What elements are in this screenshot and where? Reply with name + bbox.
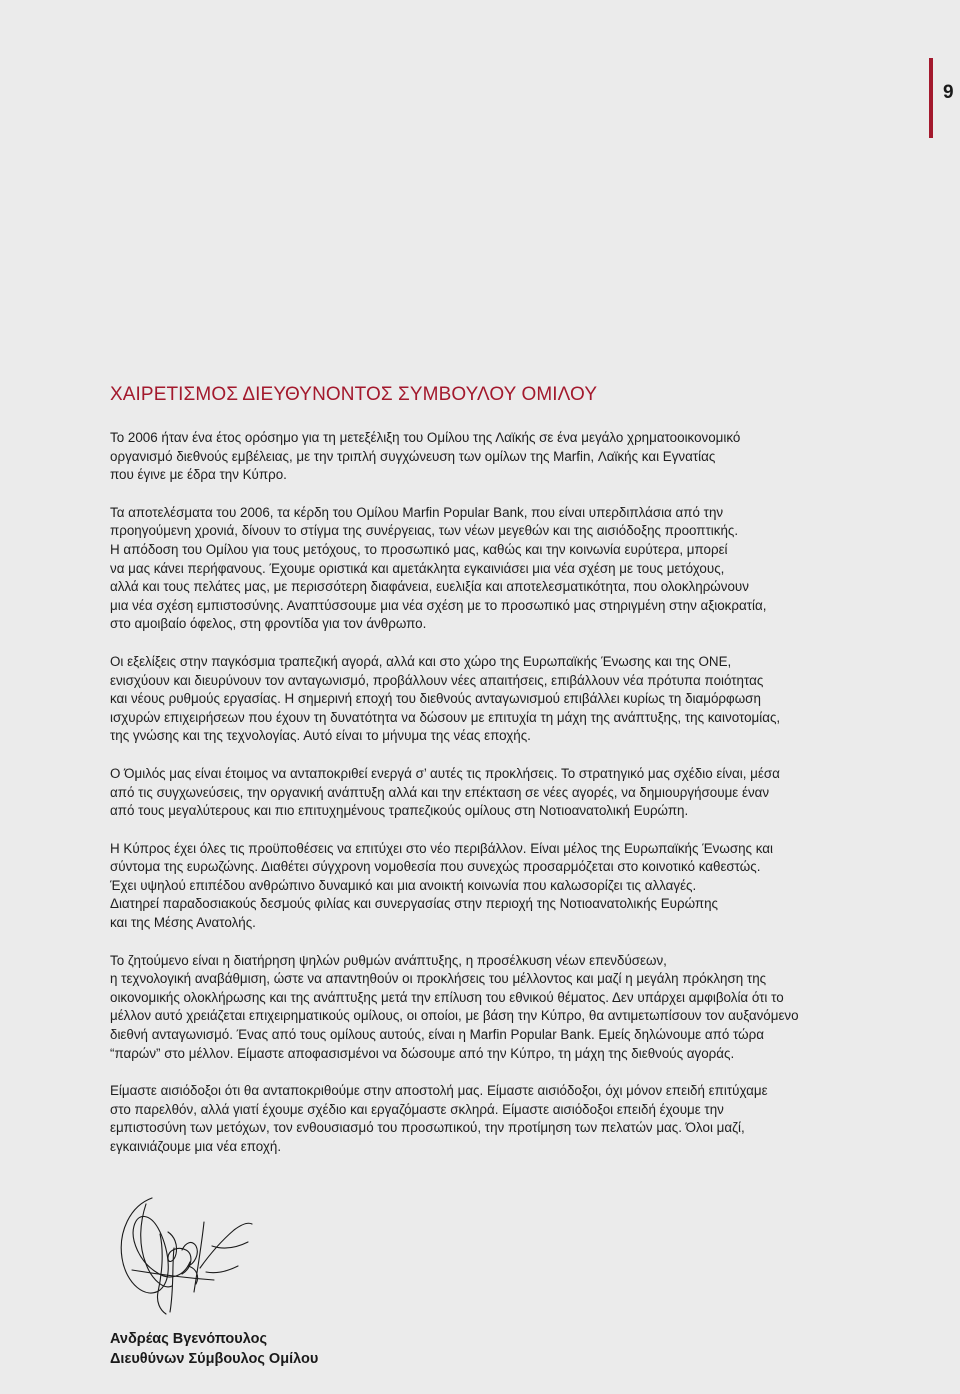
text-line: αλλά και τους πελάτες μας, με περισσότερη διαφάνεια, ευελιξία και αποτελεσματικότητα, που ολοκληρώνουν <box>110 579 749 595</box>
text-line: στο αμοιβαίο όφελος, στη φροντίδα για τον άνθρωπο. <box>110 616 427 632</box>
paragraph <box>110 952 880 1064</box>
text-line: ενισχύουν και διευρύνουν τον ανταγωνισμό, προβάλλουν νέες απαιτήσεις, επιβάλλουν νέα πρότυπα ποιότητας <box>110 672 764 688</box>
text-line: και της Μέσης Ανατολής. <box>110 915 256 931</box>
text-line: να μας κάνει περήφανους. Έχουμε οριστικά και αμετάκλητα εγκαινιάσει μια νέα σχέση με τους μετόχους, <box>110 560 725 576</box>
text-line: Ο Όμιλός μας είναι έτοιμος να ανταποκριθεί ενεργά σ’ αυτές τις προκλήσεις. Το στρατηγικό μας σχέδιο είναι, μέσα <box>110 765 780 781</box>
text-line: η τεχνολογική αναβάθμιση, ώστε να απαντηθούν οι προκλήσεις του μέλλοντος και μαζί η μεγάλη πρόκληση της <box>110 971 767 987</box>
text-line: οργανισμό διεθνούς εμβέλειας, με την τριπλή συγχώνευση των ομίλων της Marfin, Λαϊκής και Εγνατίας <box>110 448 716 464</box>
page-number: 9 <box>943 82 954 103</box>
text-line: Διατηρεί παραδοσιακούς δεσμούς φιλίας και συνεργασίας στην περιοχή της Νοτιοανατολικής Ευρώπης <box>110 896 718 912</box>
signature <box>112 1192 262 1320</box>
text-line: Είμαστε αισιόδοξοι ότι θα ανταποκριθούμε στην αποστολή μας. Είμαστε αισιόδοξοι, όχι μόνον επειδή επιτύχαμε <box>110 1083 768 1099</box>
text-line: Η Κύπρος έχει όλες τις προϋποθέσεις να επιτύχει στο νέο περιβάλλον. Είναι μέλος της Ευρωπαϊκής Ένωσης και <box>110 840 773 856</box>
text-line: προηγούμενη χρονιά, δίνουν το στίγμα της συνέργειας, των νέων μεγεθών και της αισιόδοξης προοπτικής. <box>110 523 739 539</box>
paragraph <box>110 840 880 933</box>
paragraph <box>110 504 880 634</box>
text-line: στο παρελθόν, αλλά γιατί έχουμε σχέδιο και εργαζόμαστε σκληρά. Είμαστε αισιόδοξοι επειδή έχουμε την <box>110 1101 724 1117</box>
text-line: Τα αποτελέσματα του 2006, τα κέρδη του Ομίλου Marfin Popular Bank, που είναι υπερδιπλάσια από την <box>110 504 724 520</box>
paragraph <box>110 765 880 821</box>
text-line: εγκαινιάζουμε μια νέα εποχή. <box>110 1139 282 1154</box>
text-line: οικονομικής ολοκλήρωσης και της ανάπτυξης μετά την επίλυση του εθνικού θέματος. Δεν υπάρχει αμφιβολία ότι το <box>110 989 784 1005</box>
text-line: Οι εξελίξεις στην παγκόσμια τραπεζική αγορά, αλλά και στο χώρο της Ευρωπαϊκής Ένωσης και της ΟΝΕ, <box>110 653 732 669</box>
text-line: ισχυρών επιχειρήσεων που έχουν τη δυνατότητα να δώσουν με επιτυχία τη μάχη της ανάπτυξης, της καινοτομίας, <box>110 709 781 725</box>
letter-body <box>110 383 880 1176</box>
text-line: Η απόδοση του Ομίλου για τους μετόχους, το προσωπικό μας, καθώς και την κοινωνία ευρύτερα, μπορεί <box>110 541 728 557</box>
text-line: μια νέα σχέση εμπιστοσύνης. Αναπτύσσουμε μια νέα σχέση με το προσωπικό μας στηριγμένη στην αξιοκρατία, <box>110 597 767 613</box>
text-line: της γνώσης και της τεχνολογίας. Αυτό είναι το μήνυμα της νέας εποχής. <box>110 728 531 744</box>
letter-title: ΧΑΙΡΕΤΙΣΜΟΣ ΔΙΕΥΘΥΝΟΝΤΟΣ ΣΥΜΒΟΥΛΟΥ ΟΜΙΛΟΥ <box>110 384 598 405</box>
signer-name: Ανδρέας Βγενόπουλος <box>110 1331 268 1347</box>
text-line: από τις συγχωνεύσεις, την οργανική ανάπτυξη αλλά και την επέκταση σε νέες αγορές, να δημιουργήσουμε έναν <box>110 784 770 800</box>
text-line: που έγινε με έδρα την Κύπρο. <box>110 467 287 483</box>
text-line: “παρών” στο μέλλον. Είμαστε αποφασισμένοι να δώσουμε από την Κύπρο, τη μάχη της διεθνούς αγοράς. <box>110 1045 735 1061</box>
paragraph <box>110 1082 880 1156</box>
paragraph <box>110 429 880 485</box>
text-line: και νέους ρυθμούς εργασίας. Η σημερινή εποχή του διεθνούς ανταγωνισμού επιβάλλει κυρίως τη διαμόρφωση <box>110 691 761 707</box>
text-line: εμπιστοσύνη των μετόχων, τον ενθουσιασμό του προσωπικού, την προτίμηση των πελατών μας. Όλοι μαζί, <box>110 1120 745 1136</box>
paragraph <box>110 653 880 746</box>
signer-block <box>110 1329 318 1369</box>
page-number-bar <box>929 58 933 138</box>
text-line: σύντομα της ευρωζώνης. Διαθέτει σύγχρονη νομοθεσία που συνεχώς προσαρμόζεται στο κοινοτικό καθεστώς. <box>110 859 761 875</box>
text-line: από τους μεγαλύτερους και πιο επιτυχημένους τραπεζικούς ομίλους στη Νοτιοανατολική Ευρώπη. <box>110 803 689 819</box>
text-line: Το 2006 ήταν ένα έτος ορόσημο για τη μετεξέλιξη του Ομίλου της Λαϊκής σε ένα μεγάλο χρηματοοικονομικό <box>110 430 741 445</box>
text-line: διεθνή ανταγωνισμό. Ένας από τους ομίλους αυτούς, είναι η Marfin Popular Bank. Εμείς δηλώνουμε από τώρα <box>110 1027 764 1043</box>
text-line: Το ζητούμενο είναι η διατήρηση ψηλών ρυθμών ανάπτυξης, η προσέλκυση νέων επενδύσεων, <box>110 952 667 968</box>
signer-title: Διευθύνων Σύμβουλος Ομίλου <box>110 1351 319 1367</box>
text-line: μέλλον αυτό χρειάζεται επιχειρηματικούς ομίλους, οι οποίοι, με βάση την Κύπρο, θα αντιμετωπίσουν τον αυξανόμενο <box>110 1008 799 1024</box>
text-line: Έχει υψηλού επιπέδου ανθρώπινο δυναμικό και μια ανοικτή κοινωνία που καλωσορίζει τις αλλαγές. <box>110 877 697 893</box>
